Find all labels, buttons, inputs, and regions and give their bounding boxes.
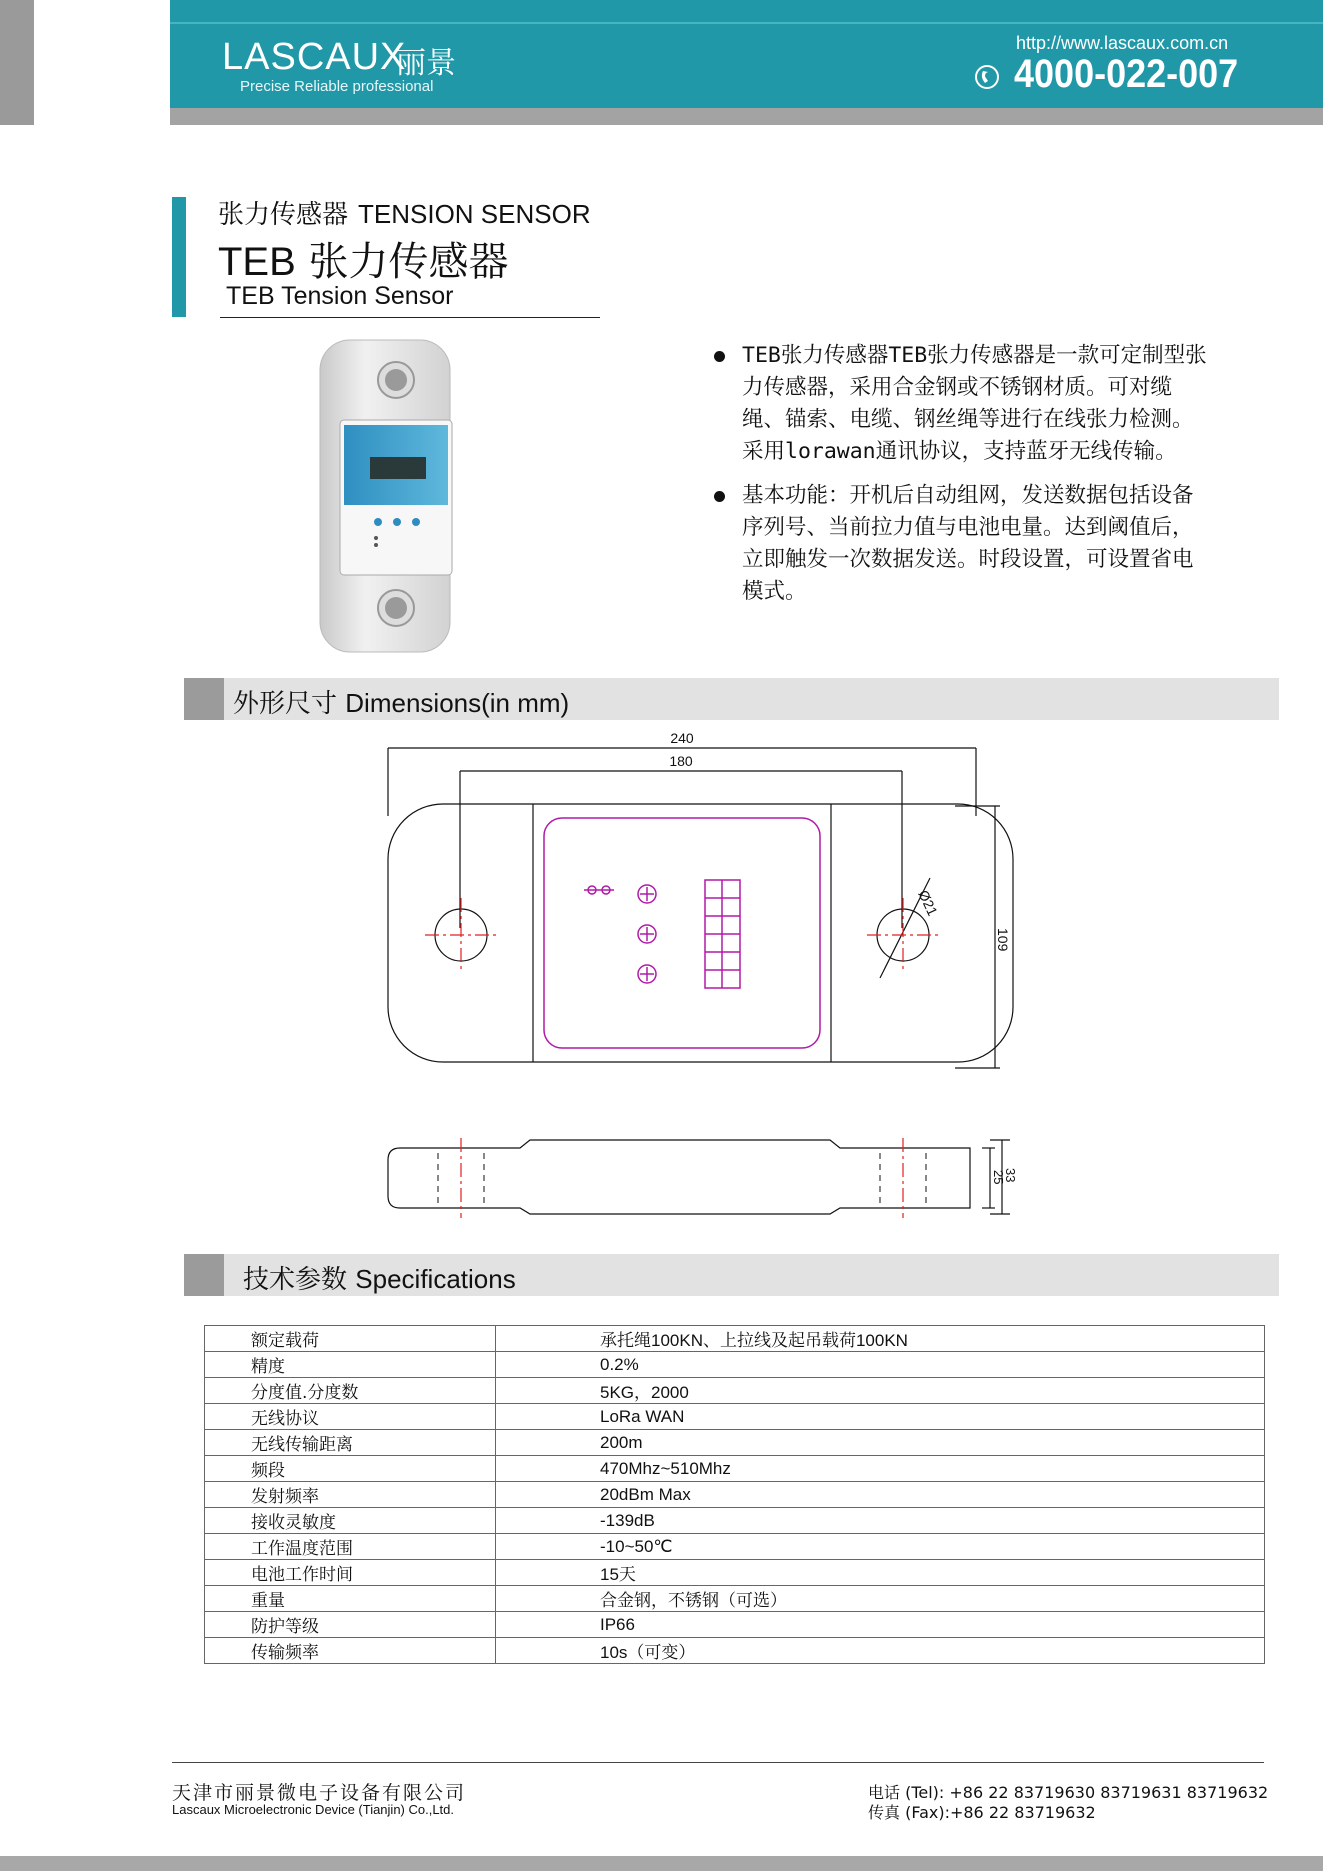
spec-label: 传输频率 xyxy=(205,1638,496,1664)
spec-label: 接收灵敏度 xyxy=(205,1508,496,1534)
footer-divider xyxy=(172,1762,1264,1763)
specs-section-block xyxy=(184,1254,224,1296)
product-title xyxy=(218,230,509,287)
spec-row xyxy=(205,1534,1265,1560)
spec-row xyxy=(205,1612,1265,1638)
spec-value: 200m xyxy=(496,1430,1265,1456)
telephone: 电话 (Tel): +86 22 83719630 83719631 83719632 xyxy=(868,1783,1269,1802)
spec-value: 5KG，2000 xyxy=(496,1378,1265,1404)
spec-row xyxy=(205,1638,1265,1664)
header-divider xyxy=(170,22,1323,24)
spec-row xyxy=(205,1560,1265,1586)
bullet-dot xyxy=(714,491,725,502)
title-accent-bar xyxy=(172,197,186,317)
category-heading xyxy=(218,194,591,231)
dim-label-180: 180 xyxy=(669,753,693,769)
spec-value: LoRa WAN xyxy=(496,1404,1265,1430)
spec-value: 0.2% xyxy=(496,1352,1265,1378)
left-edge-bar xyxy=(0,0,34,125)
spec-row xyxy=(205,1456,1265,1482)
specs-title-en: Specifications xyxy=(355,1264,516,1294)
specs-heading xyxy=(243,1259,516,1296)
product-cn: 张力传感器 xyxy=(308,239,509,285)
spec-value: 20dBm Max xyxy=(496,1482,1265,1508)
category-cn: 张力传感器 xyxy=(218,200,349,230)
feature-item xyxy=(712,340,1212,468)
header-grey-stripe xyxy=(170,108,1323,125)
spec-value: 15天 xyxy=(496,1560,1265,1586)
spec-label: 防护等级 xyxy=(205,1612,496,1638)
slogan: Precise Reliable professional xyxy=(240,78,434,95)
logo: LASCAUX xyxy=(222,36,407,78)
spec-value: 470Mhz~510Mhz xyxy=(496,1456,1265,1482)
spec-row xyxy=(205,1430,1265,1456)
spec-label: 发射频率 xyxy=(205,1482,496,1508)
feature-item xyxy=(712,480,1212,608)
title-underline xyxy=(220,317,600,318)
dim-label-240: 240 xyxy=(670,730,694,746)
spec-row xyxy=(205,1378,1265,1404)
spec-label: 电池工作时间 xyxy=(205,1560,496,1586)
spec-label: 额定载荷 xyxy=(205,1326,496,1352)
spec-row xyxy=(205,1508,1265,1534)
spec-row xyxy=(205,1482,1265,1508)
spec-row xyxy=(205,1586,1265,1612)
spec-value: 合金钢，不锈钢（可选） xyxy=(496,1586,1265,1612)
spec-value: 10s（可变） xyxy=(496,1638,1265,1664)
spec-label: 无线协议 xyxy=(205,1404,496,1430)
feature-list xyxy=(712,340,1212,620)
dimensions-title-cn: 外形尺寸 xyxy=(233,689,338,719)
dimensions-title-en: Dimensions(in mm) xyxy=(345,688,570,718)
product-prefix: TEB xyxy=(218,240,296,284)
spec-value: IP66 xyxy=(496,1612,1265,1638)
category-en: TENSION SENSOR xyxy=(358,199,591,229)
spec-label: 重量 xyxy=(205,1586,496,1612)
spec-value: 承托绳100KN、上拉线及起吊载荷100KN xyxy=(496,1326,1265,1352)
spec-label: 无线传输距离 xyxy=(205,1430,496,1456)
product-image xyxy=(300,335,470,655)
feature-text-1: TEB张力传感器TEB张力传感器是一款可定制型张力传感器，采用合金钢或不锈钢材质。可对缆绳、锚索、电缆、钢丝绳等进行在线张力检测。采用lorawan通讯协议，支持蓝牙无线传输。 xyxy=(742,343,1207,464)
spec-label: 工作温度范围 xyxy=(205,1534,496,1560)
dim-label-109: 109 xyxy=(995,928,1011,952)
spec-value: -10~50℃ xyxy=(496,1534,1265,1560)
specs-title-cn: 技术参数 xyxy=(243,1265,348,1295)
spec-row xyxy=(205,1326,1265,1352)
company-name-en: Lascaux Microelectronic Device (Tianjin) Co.,Ltd. xyxy=(172,1802,455,1817)
specs-table xyxy=(204,1325,1265,1664)
spec-row xyxy=(205,1352,1265,1378)
company-name-cn: 天津市丽景微电子设备有限公司 xyxy=(172,1782,467,1804)
dimensions-section-block xyxy=(184,678,224,720)
feature-text-2: 基本功能：开机后自动组网，发送数据包括设备序列号、当前拉力值与电池电量。达到阈值后，立即触发一次数据发送。时段设置，可设置省电模式。 xyxy=(742,483,1194,604)
bottom-grey-stripe xyxy=(0,1856,1323,1871)
spec-label: 精度 xyxy=(205,1352,496,1378)
product-subtitle: TEB Tension Sensor xyxy=(226,282,454,310)
spec-label: 频段 xyxy=(205,1456,496,1482)
dim-label-diameter: Ø21 xyxy=(915,887,941,919)
dimension-drawing xyxy=(370,728,1020,1228)
spec-label: 分度值.分度数 xyxy=(205,1378,496,1404)
phone-number[interactable]: 4000-022-007 xyxy=(1014,52,1239,96)
dimensions-heading xyxy=(233,683,569,720)
spec-value: -139dB xyxy=(496,1508,1265,1534)
bullet-dot xyxy=(714,351,725,362)
dim-label-25: 25 xyxy=(991,1170,1006,1185)
logo-cn: 丽景 xyxy=(396,46,456,81)
fax: 传真 (Fax):+86 22 83719632 xyxy=(868,1803,1096,1822)
dim-label-33: 33 xyxy=(1003,1168,1018,1183)
phone-icon xyxy=(974,64,1000,90)
website-link[interactable]: http://www.lascaux.com.cn xyxy=(1016,33,1229,53)
spec-row xyxy=(205,1404,1265,1430)
